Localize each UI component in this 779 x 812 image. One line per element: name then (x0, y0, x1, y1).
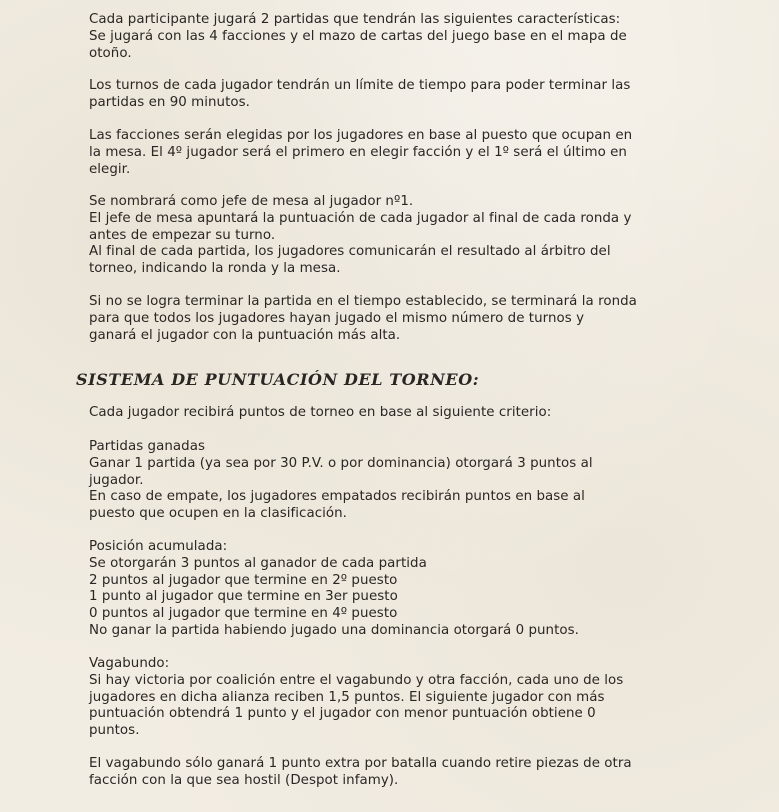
text-line: Se jugará con las 4 facciones y el mazo de cartas del juego base en el mapa de (89, 28, 627, 44)
paragraph-vagabond (89, 656, 664, 740)
text-line: Ganar 1 partida (ya sea por 30 P.V. o por dominancia) otorgará 3 puntos al (89, 455, 593, 471)
text-line: Si no se logra terminar la partida en el tiempo establecido, se terminará la ronda (89, 294, 637, 309)
text-line: Posición acumulada: (89, 539, 228, 554)
text-line: El jefe de mesa apuntará la puntuación de cada jugador al final de cada ronda y (89, 210, 632, 226)
text-line: En caso de empate, los jugadores empatados recibirán puntos en base al (89, 489, 585, 505)
text-line: Cada participante jugará 2 partidas que tendrán las siguientes características: (89, 12, 621, 27)
text-line: 2 puntos al jugador que termine en 2º puesto (89, 572, 398, 588)
text-line: 0 puntos al jugador que termine en 4º puesto (89, 606, 398, 622)
text-line: jugadores en dicha alianza reciben 1,5 puntos. El siguiente jugador con más (89, 689, 605, 705)
paragraph-faction-choice (89, 128, 664, 178)
text-line: torneo, indicando la ronda y la mesa. (89, 261, 341, 277)
text-line: Cada jugador recibirá puntos de torneo en base al siguiente criterio: (89, 405, 552, 420)
paragraph-vagabond-extra (89, 756, 664, 790)
text-line: No ganar la partida habiendo jugado una dominancia otorgará 0 puntos. (89, 622, 579, 638)
paragraph-table-leader (89, 194, 664, 278)
text-line: 1 punto al jugador que termine en 3er puesto (89, 589, 398, 605)
text-line: puesto que ocupen en la clasificación. (89, 506, 347, 522)
text-line: puntos. (89, 723, 140, 739)
text-line: El vagabundo sólo ganará 1 punto extra por batalla cuando retire piezas de otra (89, 756, 632, 771)
section-heading-scoring: SISTEMA DE PUNTUACIÓN DEL TORNEO: (76, 370, 480, 389)
paragraph-games-won (89, 439, 664, 523)
text-line: Se otorgarán 3 puntos al ganador de cada partida (89, 555, 427, 571)
text-line: antes de empezar su turno. (89, 227, 276, 243)
text-line: facción con la que sea hostil (Despot infamy). (89, 772, 399, 788)
text-line: Las facciones serán elegidas por los jugadores en base al puesto que ocupan en (89, 128, 633, 143)
paragraph-time-expired (89, 294, 664, 344)
text-line: Vagabundo: (89, 656, 170, 671)
text-line: jugador. (89, 472, 144, 488)
text-line: para que todos los jugadores hayan jugado el mismo número de turnos y (89, 310, 585, 326)
text-line: puntuación obtendrá 1 punto y el jugador con menor puntuación obtiene 0 (89, 706, 596, 722)
paragraph-time-limit (89, 78, 664, 112)
text-line: otoño. (89, 45, 132, 61)
text-line: Se nombrará como jefe de mesa al jugador nº1. (89, 194, 414, 209)
text-line: Los turnos de cada jugador tendrán un límite de tiempo para poder terminar las (89, 78, 631, 93)
text-line: Al final de cada partida, los jugadores comunicarán el resultado al árbitro del (89, 244, 611, 260)
text-line: la mesa. El 4º jugador será el primero en elegir facción y el 1º será el último en (89, 144, 627, 160)
text-line: partidas en 90 minutos. (89, 94, 250, 110)
text-line: elegir. (89, 161, 131, 177)
text-line: Partidas ganadas (89, 439, 205, 454)
paragraph-participants (89, 12, 664, 62)
text-line: ganará el jugador con la puntuación más alta. (89, 327, 401, 343)
paragraph-accumulated-position (89, 539, 664, 640)
paragraph-scoring-intro (89, 405, 664, 422)
text-line: Si hay victoria por coalición entre el vagabundo y otra facción, cada uno de los (89, 672, 624, 688)
